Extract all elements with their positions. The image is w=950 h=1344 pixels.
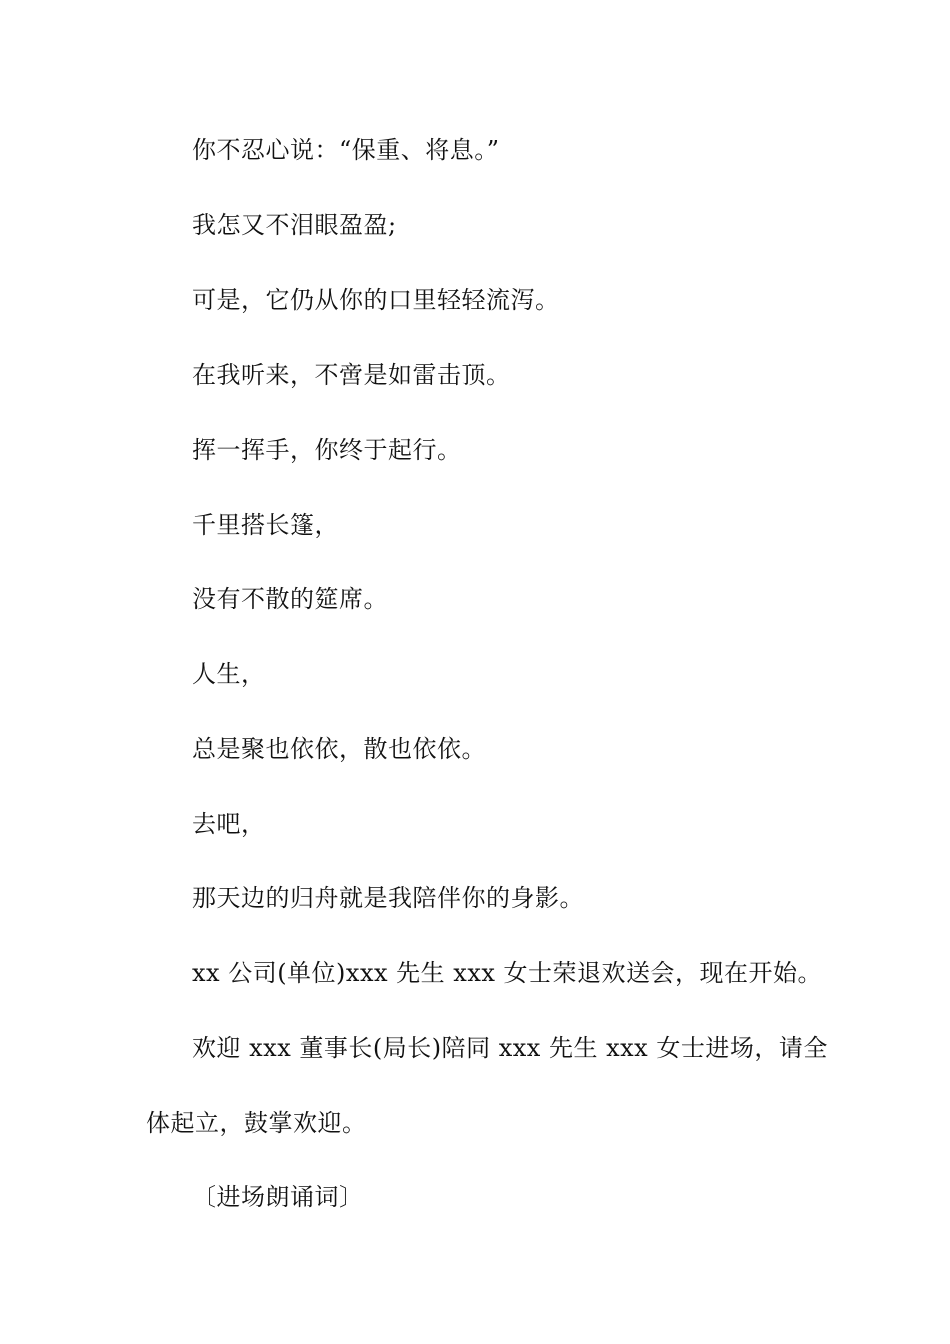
text-line: 没有不散的筵席。 <box>192 585 388 613</box>
text-line: 我怎又不泪眼盈盈; <box>192 211 397 239</box>
text-line: xx 公司(单位)xxx 先生 xxx 女士荣退欢送会，现在开始。 <box>192 959 823 987</box>
text-line: 欢迎 xxx 董事长(局长)陪同 xxx 先生 xxx 女士进场，请全 <box>192 1034 828 1062</box>
text-line: 在我听来，不啻是如雷击顶。 <box>192 361 511 389</box>
text-line: 体起立，鼓掌欢迎。 <box>146 1109 367 1137</box>
text-line: 总是聚也依依，散也依依。 <box>192 735 486 763</box>
text-line: 去吧， <box>192 810 266 838</box>
text-line: 你不忍心说：“保重、将息。” <box>192 136 500 164</box>
text-line: 可是，它仍从你的口里轻轻流泻。 <box>192 286 560 314</box>
text-line: 挥一挥手，你终于起行。 <box>192 436 462 464</box>
section-heading: 〔进场朗诵词〕 <box>192 1183 364 1211</box>
text-line: 人生， <box>192 660 266 688</box>
text-line: 那天边的归舟就是我陪伴你的身影。 <box>192 884 584 912</box>
text-line: 千里搭长篷， <box>192 511 339 539</box>
